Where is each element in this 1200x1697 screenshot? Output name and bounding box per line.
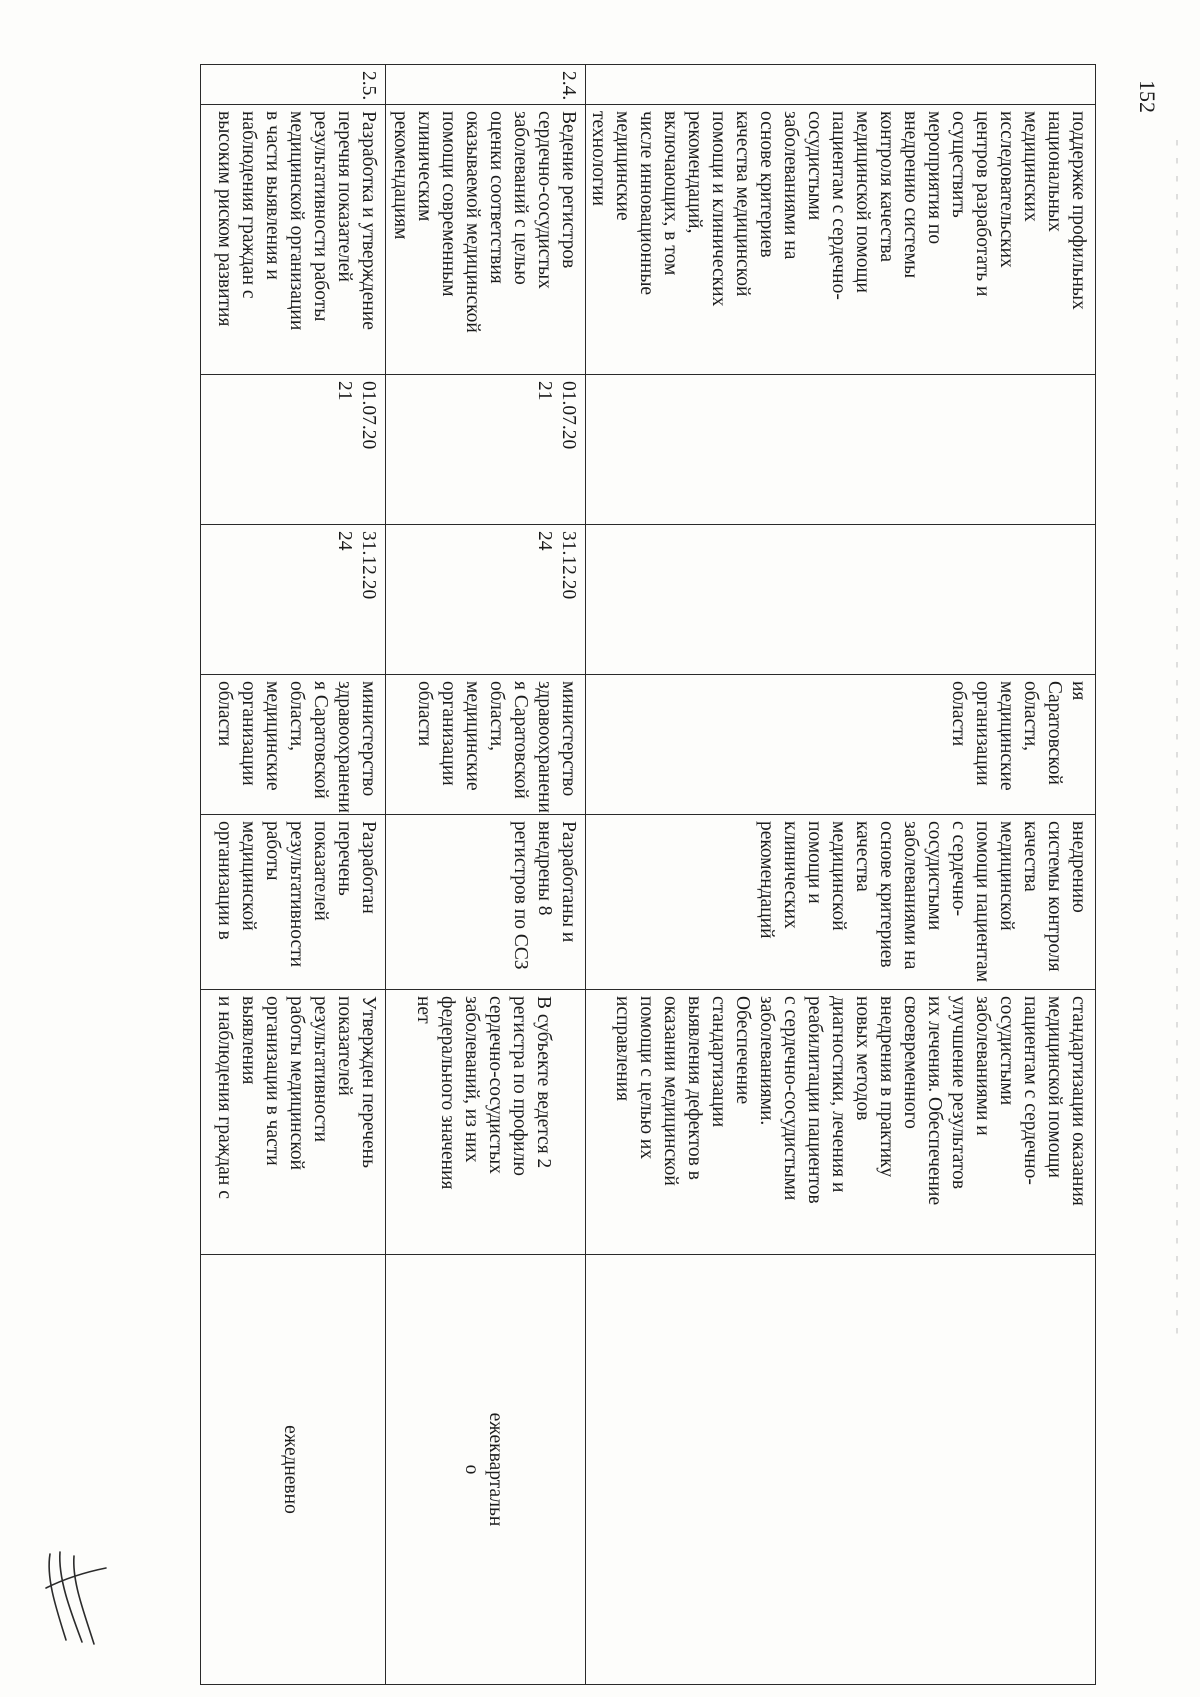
cell-start-date: 01.07.20 21	[386, 375, 586, 525]
cell-start-date	[586, 375, 1096, 525]
cell-num	[586, 65, 1096, 105]
cell-event: Ведение регистров сердечно-сосудистых заболеваний с целью оценки соответствия оказываемой медицинской помощи современным клиническим рекомендациям	[386, 105, 586, 375]
cell-num: 2.4.	[386, 65, 586, 105]
cell-event: Разработка и утверждение перечня показателей результативности работы медицинской организации в части выявления и наблюдения граждан с высоким риском развития	[201, 105, 386, 375]
cell-frequency: ежедневно	[201, 1255, 386, 1685]
table-row	[586, 65, 1096, 1685]
cell-event: поддержке профильных национальных медицинских исследовательских центров разработать и осуществить мероприятия по внедрению системы контроля качества медицинской помощи пациентам с сердечно- сосудистыми заболеваниями на основе критериев качества медицинской помощи и клинических рекомендаций, включающих, в том числе инновационные медицинские технологии	[586, 105, 1096, 375]
rotated-table-sheet	[96, 64, 1096, 1684]
cell-frequency: ежеквартальн о	[386, 1255, 586, 1685]
cell-result: Разработаны и внедрены 8 регистров по ССЗ	[386, 815, 586, 990]
page-number: 152	[1135, 80, 1160, 113]
cell-end-date	[586, 525, 1096, 675]
cell-characteristic: стандартизации оказания медицинской помощи пациентам с сердечно- сосудистыми заболеваниями и улучшение результатов их лечения. Обеспечение своевременного внедрения в практику новых методов диагностики, лечения и реабилитации пациентов с сердечно-сосудистыми заболеваниями. Обеспечение стандартизации выявления дефектов в оказании медицинской помощи с целью их исправления	[586, 990, 1096, 1255]
handwritten-signature	[36, 1548, 116, 1648]
cell-start-date: 01.07.20 21	[201, 375, 386, 525]
cell-characteristic: Утвержден перечень показателей результативности работы медицинской организации в части выявления и наблюдения граждан с	[201, 990, 386, 1255]
cell-end-date: 31.12.20 24	[386, 525, 586, 675]
table-row	[386, 65, 586, 1685]
events-table	[200, 64, 1096, 1685]
cell-end-date: 31.12.20 24	[201, 525, 386, 675]
cell-result: внедрению системы контроля качества медицинской помощи пациентам с сердечно- сосудистыми заболеваниями на основе критериев качества медицинской помощи и клинических рекомендаций	[586, 815, 1096, 990]
cell-characteristic: В субъекте ведется 2 регистра по профилю сердечно-сосудистых заболеваний, из них федерального значения нет	[386, 990, 586, 1255]
cell-responsible: ия Саратовской области, медицинские организации области	[586, 675, 1096, 815]
cell-result: Разработан перечень показателей результативности работы медицинской организации в	[201, 815, 386, 990]
scan-artifact-dots	[1176, 140, 1178, 1340]
cell-num: 2.5.	[201, 65, 386, 105]
table-row	[201, 65, 386, 1685]
cell-frequency	[586, 1255, 1096, 1685]
cell-responsible: министерство здравоохранени я Саратовской области, медицинские организации области	[386, 675, 586, 815]
cell-responsible: министерство здравоохранени я Саратовской области, медицинские организации области	[201, 675, 386, 815]
